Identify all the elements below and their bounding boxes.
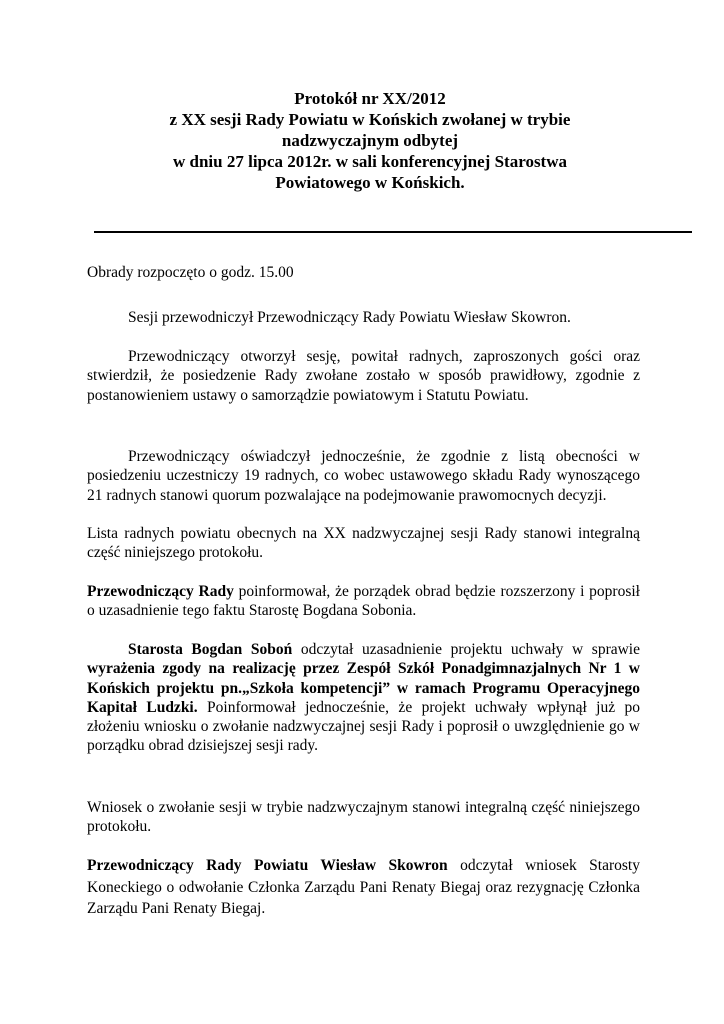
agenda-extension-paragraph [87,582,640,621]
resolution-subject: wyrażenia zgody na realizację przez Zespół Szkół Ponadgimnazjalnych Nr 1 w Końskich projektu pn.„Szkoła kompetencji” w ramach Programu Operacyjnego Kapitał Ludzki. [87,660,640,716]
horizontal-rule [94,231,692,233]
title-line: Protokół nr XX/2012 [294,89,446,108]
title-line: Powiatowego w Końskich. [275,173,465,192]
opening-paragraph: Przewodniczący otworzył sesję, powitał radnych, zaproszonych gości oraz stwierdził, że posiedzenie Rady zwołane zostało w sposób prawidłowy, zgodnie z postanowieniem ustawy o samorządzie powiatowym i Statutu Powiatu. [87,348,640,404]
attendance-list-paragraph: Lista radnych powiatu obecnych na XX nadzwyczajnej sesji Rady stanowi integralną część niniejszego protokołu. [87,525,640,562]
speaker-name: Starosta Bogdan Soboń [128,641,293,658]
title-line: w dniu 27 lipca 2012r. w sali konferencyjnej Starostwa [172,152,567,171]
paragraph-text: odczytał uzasadnienie projektu uchwały w sprawie [292,641,640,658]
opening-time-paragraph: Obrady rozpoczęto o godz. 15.00 [87,264,294,281]
dismissal-paragraph [87,855,640,920]
paragraph-text: Poinformował jednocześnie, że projekt uchwały wpłynął już po złożeniu wniosku o zwołanie nadzwyczajnej sesji Rady i poprosił o uwzględnienie go w porządku obrad dzisiejszej sesji rady. [87,698,640,755]
speaker-name: Przewodniczący Rady [87,583,234,600]
paragraph-text: odczytał wniosek Starosty Koneckiego o odwołanie Członka Zarządu Pani Renaty Biegaj oraz rezygnację Członka Zarządu Pani Renaty Biegaj. [87,857,640,917]
speaker-name: Przewodniczący Rady Powiatu Wiesław Skowron [87,857,448,874]
title-line: z XX sesji Rady Powiatu w Końskich zwołanej w trybie [169,110,571,129]
quorum-paragraph: Przewodniczący oświadczył jednocześnie, że zgodnie z listą obecności w posiedzeniu uczestniczy 19 radnych, co wobec ustawowego składu Rady wynoszącego 21 radnych stanowi quorum pozwalające na podejmowanie prawomocnych decyzji. [87,448,640,504]
motion-paragraph: Wniosek o zwołanie sesji w trybie nadzwyczajnym stanowi integralną część niniejszego protokołu. [87,799,640,836]
title-line: nadzwyczajnym odbytej [281,131,459,150]
resolution-justification-paragraph [87,640,640,756]
document-title [90,88,650,193]
paragraph-text: poinformował, że porządek obrad będzie rozszerzony i poprosił o uzasadnienie tego faktu Starostę Bogdana Sobonia. [87,583,640,620]
chair-paragraph: Sesji przewodniczył Przewodniczący Rady Powiatu Wiesław Skowron. [128,309,571,326]
